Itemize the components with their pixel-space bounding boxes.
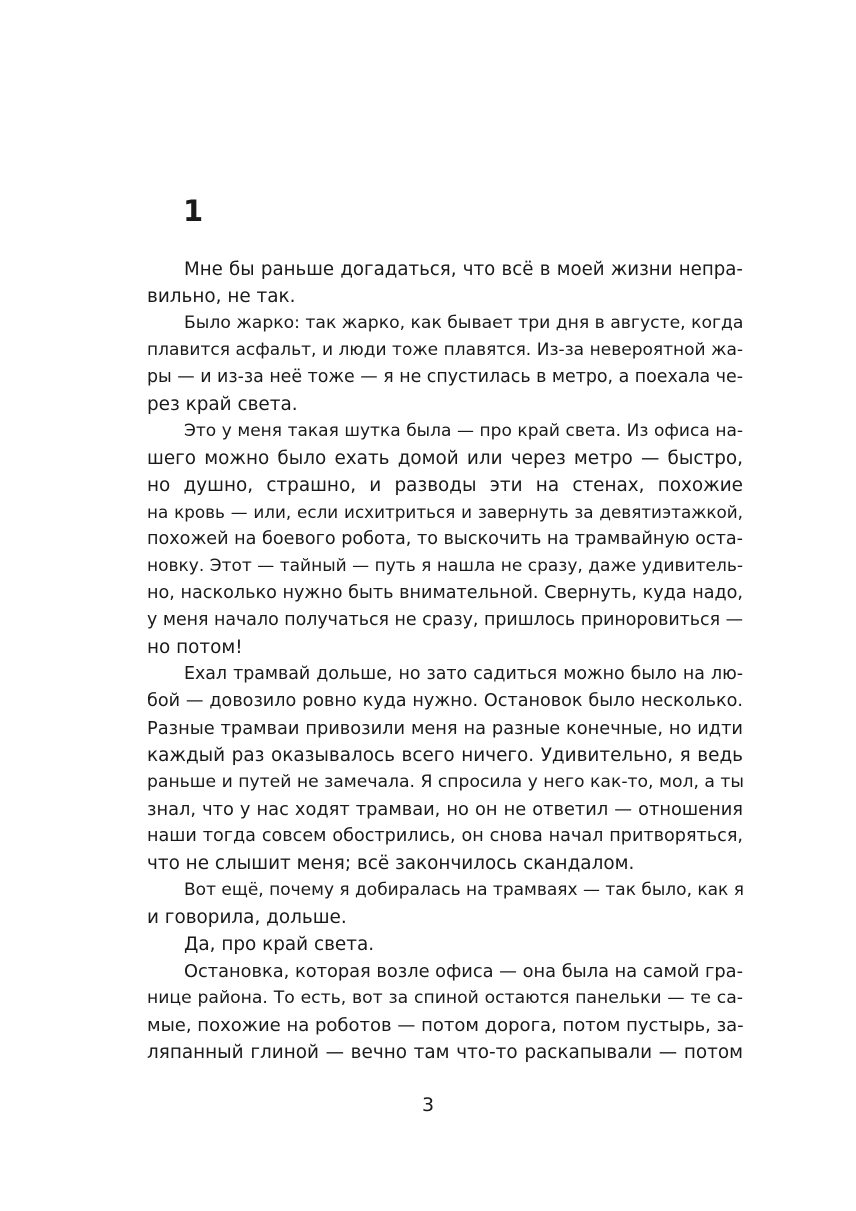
text-line: нице района. То есть, вот за спиной остаются панельки — те са- (147, 988, 743, 1008)
text-line: что не слышит меня; всё закончилось скандалом. (147, 853, 635, 874)
body-text (147, 256, 743, 1066)
text-line: новку. Этот — тайный — путь я нашла не сразу, даже удивитель- (147, 556, 743, 576)
text-line: плавится асфальт, и люди тоже плавятся. Из-за невероятной жа- (147, 340, 743, 360)
text-line: Остановка, которая возле офиса — она была на самой гра- (184, 961, 743, 982)
text-line: Да, про край света. (184, 934, 375, 955)
text-line: бой — довозило ровно куда нужно. Остановок было несколько. (147, 691, 743, 711)
text-line: рез край света. (147, 394, 298, 415)
chapter-number: 1 (183, 194, 204, 228)
text-line: ры — и из-за неё тоже — я не спустилась в метро, а поехала че- (147, 367, 743, 387)
page-number: 3 (421, 1094, 435, 1116)
text-line: вильно, не так. (147, 286, 296, 307)
text-line: знал, что у нас ходят трамваи, но он не ответил — отношения (147, 799, 743, 820)
text-line: на кровь — или, если исхитриться и завернуть за девятиэтажкой, (147, 502, 743, 522)
text-line: Было жарко: так жарко, как бывает три дня в августе, когда (184, 313, 744, 333)
text-line: раньше и путей не замечала. Я спросила у него как-то, мол, а ты (147, 772, 744, 792)
text-line: Разные трамваи привозили меня на разные конечные, но идти (147, 718, 743, 739)
text-line: похожей на боевого робота, то выскочить на трамвайную оста- (147, 529, 743, 549)
text-line: но душно, страшно, и разводы эти на стенах, похожие (147, 475, 743, 496)
text-line: и говорила, дольше. (147, 907, 347, 928)
text-line: шего можно было ехать домой или через метро — быстро, (147, 448, 743, 469)
text-line: Вот ещё, почему я добиралась на трамваях — так было, как я (184, 880, 744, 900)
text-line: ляпанный глиной — вечно там что-то раскапывали — потом (147, 1042, 743, 1063)
text-line: каждый раз оказывалось всего ничего. Удивительно, я ведь (147, 745, 743, 766)
text-line: наши тогда совсем обострились, он снова начал притворяться, (147, 826, 743, 846)
text-line: у меня начало получаться не сразу, пришлось приноровиться — (147, 610, 743, 630)
text-line: мые, похожие на роботов — потом дорога, потом пустырь, за- (147, 1015, 744, 1036)
text-line: Ехал трамвай дольше, но зато садиться можно было на лю- (184, 664, 743, 684)
text-line: но потом! (147, 637, 243, 658)
text-line: Это у меня такая шутка была — про край света. Из офиса на- (184, 421, 743, 441)
text-line: но, насколько нужно быть внимательной. Свернуть, куда надо, (147, 583, 743, 603)
text-line: Мне бы раньше догадаться, что всё в моей жизни непра- (184, 259, 743, 280)
